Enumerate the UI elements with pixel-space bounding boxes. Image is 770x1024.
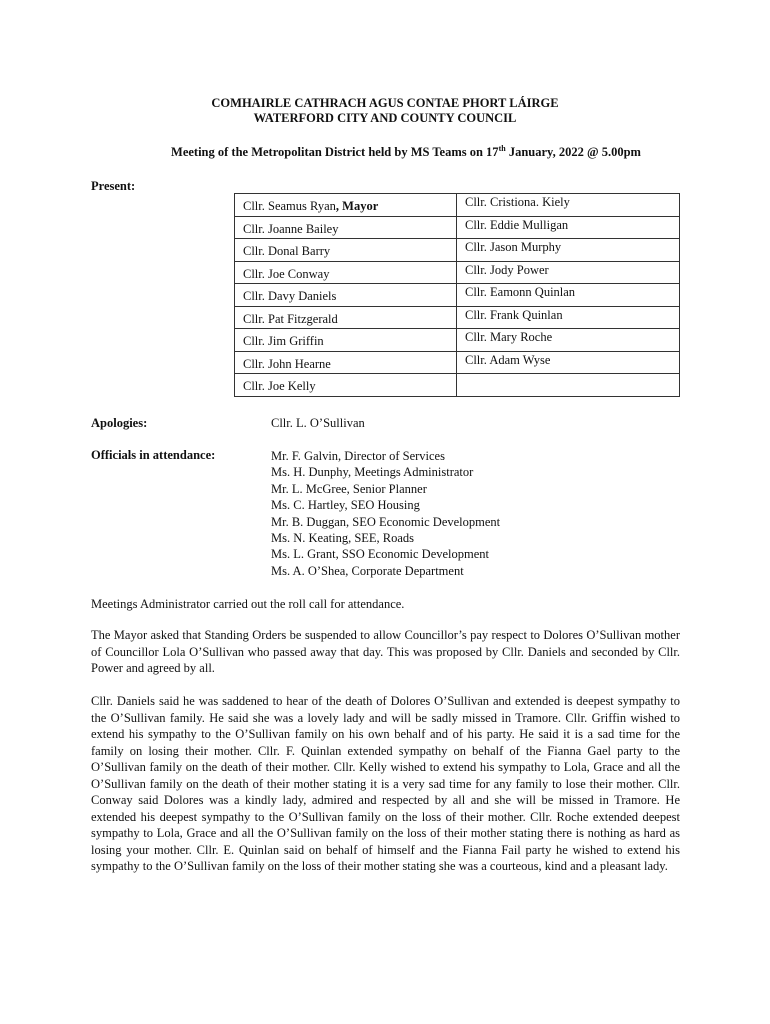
- table-row: [235, 306, 680, 329]
- present-cell: Cllr. Jody Power: [457, 261, 680, 284]
- present-table: [234, 193, 680, 397]
- present-cell: Cllr. Donal Barry: [235, 239, 457, 262]
- list-item: Ms. A. O’Shea, Corporate Department: [271, 563, 464, 578]
- sympathy-paragraph: Cllr. Daniels said he was saddened to hear of the death of Dolores O’Sullivan and extended is deepest sympathy to the O’Sullivan family. He said she was a lovely lady and will be sadly missed in Tramore. Cllr. Griffin wished to extend his sympathy to the O’Sullivan family on his own behalf and of his party. He said it is a sad time for the family on losing their mother. Cllr. F. Quinlan extended sympathy on behalf of the Fianna Gael party to the O’Sullivan family on the death of their mother. Cllr. Kelly wished to extend his sympathy to Lola, Grace and all the O’Sullivan family on the death of their mother stating it is a very sad time for any family to lose their mother. Cllr. Conway said Dolores was a kindly lady, admired and respected by all and she will be missed in Tramore. He extended his deepest sympathy to the O’Sullivan family on the loss of their mother. Cllr. Roche extended deepest sympathy to Lola, Grace and all the O’Sullivan family on the loss of their mother stating there is nothing as hard as losing your mother. Cllr. E. Quinlan said on behalf of himself and the Fianna Fail party he wished to extend his sympathy to the O’Sullivan family on the loss of their mother stating she was a courteous, kind and a pleasant lady.: [91, 694, 680, 873]
- present-cell: Cllr. Cristiona. Kiely: [457, 194, 680, 217]
- table-row: [235, 216, 680, 239]
- council-name-english: WATERFORD CITY AND COUNTY COUNCIL: [253, 111, 517, 125]
- council-name-irish: COMHAIRLE CATHRACH AGUS CONTAE PHORT LÁIRGE: [211, 96, 559, 110]
- present-cell: Cllr. Joe Kelly: [235, 374, 457, 397]
- present-cell: Cllr. Frank Quinlan: [457, 306, 680, 329]
- present-cell: Cllr. John Hearne: [235, 351, 457, 374]
- apologies-label: Apologies:: [91, 416, 148, 430]
- present-cell: Cllr. Davy Daniels: [235, 284, 457, 307]
- table-row: [235, 351, 680, 374]
- table-row: [235, 261, 680, 284]
- officials-list: [271, 448, 500, 579]
- list-item: Mr. B. Duggan, SEO Economic Development: [271, 514, 501, 529]
- present-cell: Cllr. Jason Murphy: [457, 239, 680, 262]
- list-item: Mr. F. Galvin, Director of Services: [271, 449, 445, 463]
- table-row: [235, 194, 680, 217]
- table-row: [235, 284, 680, 307]
- list-item: Ms. C. Hartley, SEO Housing: [271, 498, 420, 513]
- present-cell: Cllr. Pat Fitzgerald: [235, 306, 457, 329]
- table-row: [235, 239, 680, 262]
- present-cell: [457, 374, 680, 397]
- present-cell: Cllr. Joe Conway: [235, 261, 457, 284]
- officials-label: Officials in attendance:: [91, 448, 216, 462]
- table-row: [235, 329, 680, 352]
- present-cell: Cllr. Eddie Mulligan: [457, 216, 680, 239]
- present-cell: Cllr. Joanne Bailey: [235, 216, 457, 239]
- list-item: Ms. H. Dunphy, Meetings Administrator: [271, 465, 474, 480]
- present-cell: Cllr. Seamus Ryan, Mayor: [235, 194, 457, 217]
- meeting-title: Meeting of the Metropolitan District held by MS Teams on 17th January, 2022 @ 5.00pm: [171, 144, 641, 160]
- list-item: Ms. N. Keating, SEE, Roads: [271, 531, 415, 546]
- table-row: [235, 374, 680, 397]
- present-label: Present:: [91, 179, 136, 193]
- roll-call-paragraph: Meetings Administrator carried out the roll call for attendance.: [91, 597, 405, 611]
- present-cell: Cllr. Adam Wyse: [457, 351, 680, 374]
- present-cell: Cllr. Mary Roche: [457, 329, 680, 352]
- mayor-title: , Mayor: [335, 199, 379, 214]
- list-item: Mr. L. McGree, Senior Planner: [271, 481, 427, 496]
- present-cell: Cllr. Jim Griffin: [235, 329, 457, 352]
- present-cell: Cllr. Eamonn Quinlan: [457, 284, 680, 307]
- apologies-value: Cllr. L. O’Sullivan: [271, 416, 365, 430]
- standing-orders-paragraph: The Mayor asked that Standing Orders be suspended to allow Councillor’s pay respect to Dolores O’Sullivan mother of Councillor Lola O’Sullivan who passed away that day. This was proposed by Cllr. Daniels and seconded by Cllr. Power and agreed by all.: [91, 628, 680, 675]
- list-item: Ms. L. Grant, SSO Economic Development: [271, 547, 490, 562]
